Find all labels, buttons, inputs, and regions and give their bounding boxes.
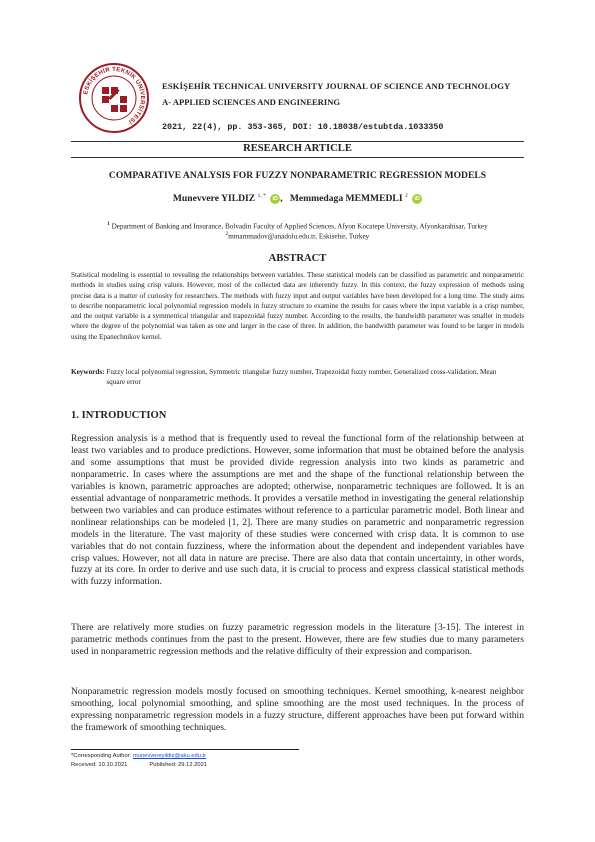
section-heading: 1. INTRODUCTION	[71, 410, 167, 421]
top-rule	[71, 141, 524, 142]
journal-title: ESKİŞEHİR TECHNICAL UNIVERSITY JOURNAL OF SCIENCE AND TECHNOLOGY	[162, 81, 511, 91]
article-type: RESEARCH ARTICLE	[243, 143, 352, 154]
affiliation-1-text: Department of Banking and Insurance, Bolvadin Faculty of Applied Sciences, Afyon Kocatepe University, Afyonkarahisar, Turkey	[109, 222, 488, 231]
paragraph: Regression analysis is a method that is frequently used to reveal the functional form of the relationship between at least two variables and to produce predictions. However, some information that must be obtained before the analysis and some assumptions that must be provided divide regression analysis into two kinds as parametric and nonparametric. In cases where the assumptions are met and the shape of the functional relationship between the variables is known, parametric approaches are adopted; otherwise, nonparametric techniques are followed. It is an essential advantage of nonparametric methods. It provides a versatile method in investigating the general relationship between two variables and can produce estimates without reference to a particular parametric model. Both linear and nonlinear relationships can be modeled [1, 2]. There are many studies on parametric and nonparametric regression models in the literature. The vast majority of these studies were concerned with crisp data. It is common to use variables that do not contain fuzziness, where the information about the dependent and independent variables have crisp values. However, not all data in nature are precise. There are also data that contain uncertainty, in other words, fuzzy at its core. In order to derive and use such data, it is crucial to process and express classical statistical methods with fuzzy information.	[71, 433, 524, 588]
citation-doi: 2021, 22(4), pp. 353-365, DOI: 10.18038/estubtda.1033350	[162, 122, 444, 132]
affiliation-1-marker: 1	[107, 222, 110, 227]
published-date: Published: 29.12.2021	[149, 762, 208, 768]
affiliation-1	[71, 222, 524, 230]
logo-ring-text: ESKİŞEHİR TEKNİK ÜNİVERSİTESİ	[83, 66, 146, 125]
journal-subtitle: A- APPLIED SCIENCES AND ENGINEERING	[162, 97, 341, 107]
affiliation-2-text: mmammadov@anadolu.edu.tr, Eskisehir, Turkey	[228, 232, 370, 241]
affiliation-2-marker: 2	[225, 232, 229, 237]
author-affiliation-marker: 1, *	[257, 193, 266, 199]
author-name: Munevvere YILDIZ	[172, 193, 256, 205]
corresponding-author-footnote	[71, 753, 206, 759]
keywords	[71, 367, 524, 387]
keywords-text: Fuzzy local polynomial regression, Symmetric triangular fuzzy number, Trapezoidal fuzzy number, Generalized cross-validation, Mean square error	[106, 368, 497, 387]
keywords-label: Keywords:	[71, 368, 105, 376]
university-logo	[78, 62, 150, 134]
abstract-heading: ABSTRACT	[268, 253, 327, 264]
author-affiliation-marker: 2	[404, 193, 408, 199]
paragraph: Nonparametric regression models mostly focused on smoothing techniques. Kernel smoothing, k-nearest neighbor smoothing, local polynomial smoothing, and spline smoothing are the most used techniques. In the process of expressing nonparametric regression models in a fuzzy structure, different approaches have been put forward within the framework of smoothing techniques.	[71, 686, 524, 733]
author-list	[71, 193, 524, 204]
orcid-icon[interactable]: iD	[412, 194, 422, 204]
footnote-rule	[71, 749, 299, 750]
abstract-text: Statistical modeling is essential to revealing the relationships between variables. These statistical models can be classified as parametric and nonparametric methods in studies using crisp values. However, most of the collected data are inherently fuzzy. In this context, the fuzzy expression of methods using precise data is a matter of curiosity for researchers. The methods with fuzzy input and output variables have been developed for a long time. The study aims to describe nonparametric local polynomial regression models in fuzzy structure to examine the results for cases where the input variable is a crisp number, and the output variable is a symmetrical triangular and trapezoidal fuzzy number. According to the results, the bandwidth parameter was smaller in models where the degree of the polynomial was taken as one and larger in the case of three. In addition, the bandwidth parameter was found to be larger in models using the Epanechnikov kernel.	[71, 271, 524, 341]
author-name: Memmedaga MEMMEDLI	[289, 193, 403, 205]
affiliation-2	[71, 232, 524, 240]
author-separator: ,	[280, 193, 283, 205]
article-type-rule	[71, 157, 524, 158]
corresponding-email-link[interactable]: munevvereyildiz@aku.edu.tr	[132, 753, 207, 759]
corresponding-label: *Corresponding Author:	[71, 753, 133, 759]
dates-footnote	[71, 762, 207, 768]
received-date: Received: 10.10.2021	[71, 762, 128, 768]
paper-title: COMPARATIVE ANALYSIS FOR FUZZY NONPARAMETRIC REGRESSION MODELS	[108, 170, 487, 181]
orcid-icon[interactable]: iD	[270, 194, 280, 204]
paragraph: There are relatively more studies on fuzzy parametric regression models in the literature [3-15]. The interest in parametric methods continues from the past to the present. However, there are few studies due to many parameters used in nonparametric regression methods and the relative difficulty of their expression and comparison.	[71, 622, 524, 657]
